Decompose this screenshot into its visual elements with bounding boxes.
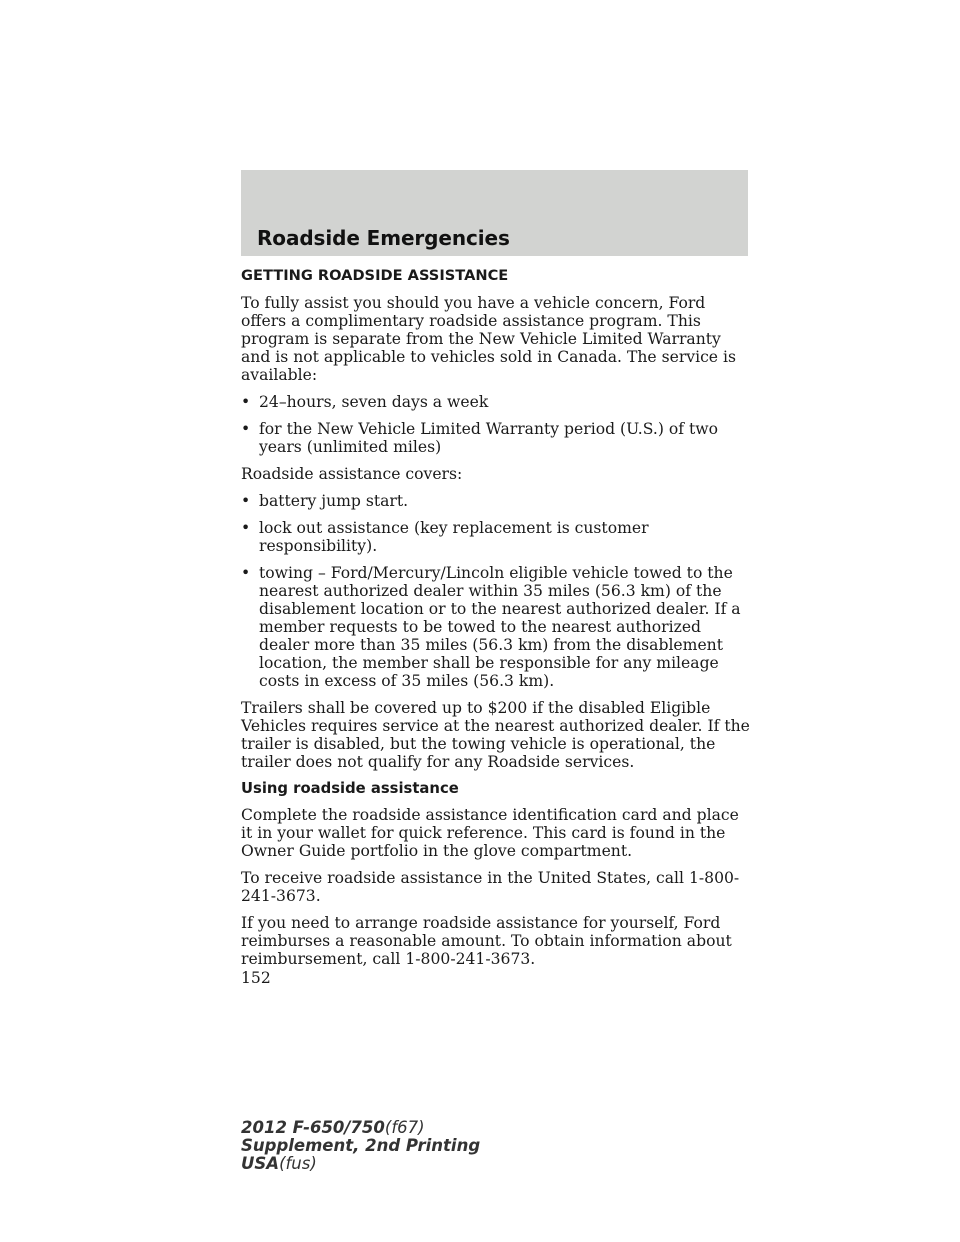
bullet-icon: • [241,420,251,438]
page-number: 152 [241,969,271,987]
footer-model: 2012 F-650/750 [241,1118,385,1137]
list-item [241,420,753,456]
bullet-icon: • [241,564,251,582]
list-item [241,393,753,411]
availability-list [241,393,753,456]
footer-line-model [241,1119,480,1137]
section-heading: GETTING ROADSIDE ASSISTANCE [241,267,509,284]
page-content [241,267,753,977]
covers-label: Roadside assistance covers: [241,465,463,483]
list-item-text: battery jump start. [259,492,409,510]
list-item [241,564,753,690]
intro-paragraph: To fully assist you should you have a vehicle concern, Ford offers a complimentary roadside assistance program. This program is separate from the New Vehicle Limited Warranty and is not applicable to vehicles sold in Canada. The service is available: [241,294,736,384]
us-phone-paragraph: To receive roadside assistance in the United States, call 1-800-241-3673. [241,869,740,905]
trailers-paragraph: Trailers shall be covered up to $200 if the disabled Eligible Vehicles requires service at the nearest authorized dealer. If the trailer is disabled, but the towing vehicle is operational, the trailer does not qualify for any Roadside services. [241,699,750,771]
list-item-text: lock out assistance (key replacement is customer responsibility). [259,519,649,555]
list-item [241,492,753,510]
section-header-band [241,170,748,256]
footer-line-market [241,1155,480,1173]
bullet-icon: • [241,393,251,411]
print-footer [241,1119,480,1173]
reimbursement-paragraph: If you need to arrange roadside assistance for yourself, Ford reimburses a reasonable amount. To obtain information about reimbursement, call 1-800-241-3673. [241,914,732,968]
covers-list [241,492,753,690]
bullet-icon: • [241,519,251,537]
section-header-title: Roadside Emergencies [257,226,510,250]
list-item-text: 24–hours, seven days a week [259,393,489,411]
footer-market: USA [241,1154,280,1173]
bullet-icon: • [241,492,251,510]
list-item-text: for the New Vehicle Limited Warranty period (U.S.) of two years (unlimited miles) [259,420,719,456]
footer-printing: Supplement, 2nd Printing [241,1136,481,1155]
list-item [241,519,753,555]
list-item-text: towing – Ford/Mercury/Lincoln eligible vehicle towed to the nearest authorized dealer within 35 miles (56.3 km) of the disablement location or to the nearest authorized dealer. If a member requests to be towed to the nearest authorized dealer more than 35 miles (56.3 km) from the disablement location, the member shall be responsible for any mileage costs in excess of 35 miles (56.3 km). [259,564,741,690]
id-card-paragraph: Complete the roadside assistance identification card and place it in your wallet for quick reference. This card is found in the Owner Guide portfolio in the glove compartment. [241,806,739,860]
footer-market-code: (fus) [279,1154,317,1173]
footer-model-code: (f67) [384,1118,425,1137]
subsection-heading: Using roadside assistance [241,780,459,797]
